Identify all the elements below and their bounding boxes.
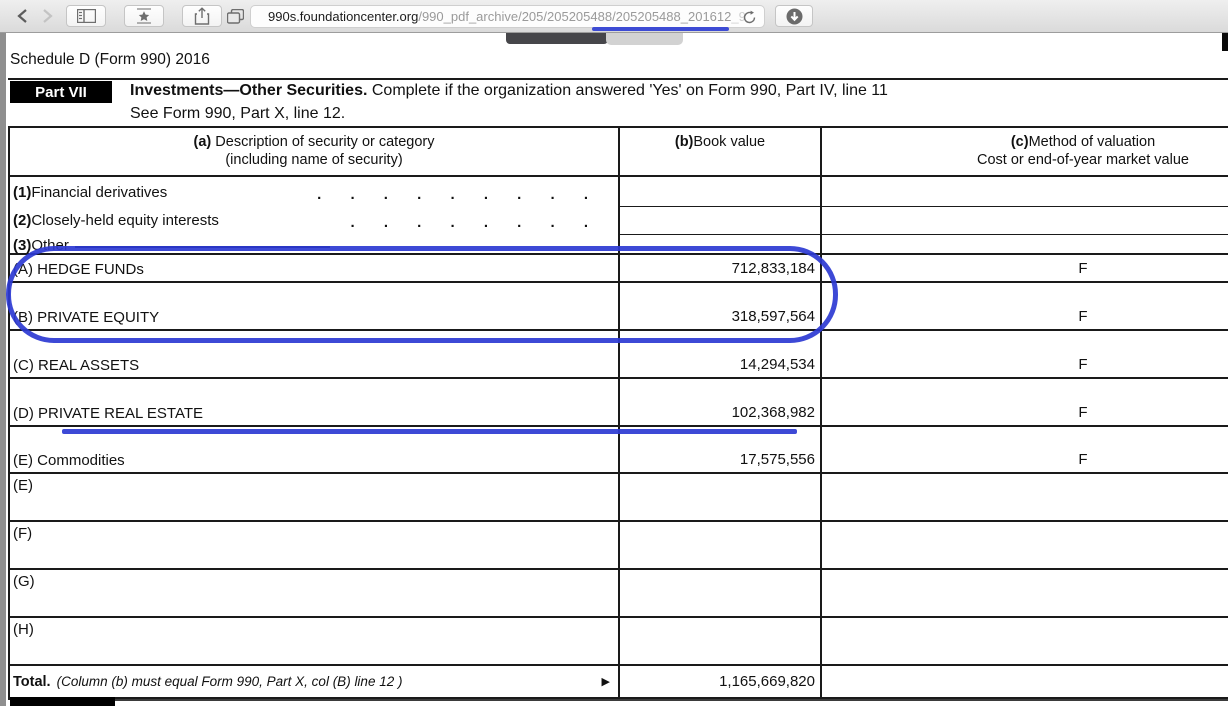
url-domain: 990s.foundationcenter.org [268, 9, 419, 24]
dot-leaders-2: . . . . . . . . [350, 214, 588, 231]
pen-oval-annotation [6, 246, 838, 343]
valuation-method: F [1078, 451, 1088, 468]
part-instructions-line2: See Form 990, Part X, line 12. [130, 105, 346, 122]
book-value: 102,368,982 [731, 404, 815, 421]
download-icon [786, 8, 803, 25]
refresh-icon[interactable] [742, 10, 757, 25]
security-label: (H) [13, 621, 34, 638]
security-label: (C) REAL ASSETS [13, 357, 140, 374]
total-label: Total. [13, 673, 51, 690]
next-part-rule-cutoff [115, 699, 1228, 701]
pdf-page [0, 33, 1228, 706]
pen-url-underline-annotation [592, 27, 729, 31]
book-value: 14,294,534 [739, 356, 815, 373]
line-item-2: (2)Closely-held equity interests [13, 212, 219, 229]
pdf-top-artifact-light [606, 33, 683, 45]
url-path-faded: _9 [731, 9, 746, 24]
url-path: /990_pdf_archive/205/205205488/205205488_201612 [418, 9, 732, 24]
total-row [10, 666, 1228, 700]
col-c-header: (c)Method of valuation Cost or end-of-year market value [977, 134, 1189, 168]
total-note: (Column (b) must equal Form 990, Part X, col (B) line 12 ) [56, 674, 403, 689]
security-label: (A) HEDGE FUNDs [13, 261, 144, 278]
security-label: (F) [13, 525, 33, 542]
valuation-method: F [1078, 260, 1088, 277]
share-icon [194, 7, 210, 25]
part-title: Investments—Other Securities. [130, 82, 368, 99]
share-button[interactable] [182, 5, 222, 27]
valuation-method: F [1078, 356, 1088, 373]
schedule-page-header: Schedule D (Form 990) 2016 [10, 51, 210, 68]
line-item-3: (3)Other [13, 237, 69, 254]
line-item-1: (1)Financial derivatives [13, 184, 168, 201]
pointer-arrow-icon: ▶ [601, 676, 610, 688]
star-icon [135, 8, 153, 24]
table-row-g-blank [10, 570, 1228, 618]
pdf-viewer-margin [0, 33, 6, 706]
investments-table [8, 126, 1228, 700]
security-label: (B) PRIVATE EQUITY [13, 309, 160, 326]
col-a-header: (a) Description of security or category (including name of security) [10, 128, 620, 175]
back-button[interactable] [14, 7, 32, 25]
table-row-d [10, 379, 1228, 427]
form-corner-block [1222, 33, 1228, 51]
next-part-badge-cutoff [10, 697, 115, 706]
table-row-e [10, 427, 1228, 474]
book-value: 17,575,556 [739, 451, 815, 468]
valuation-method: F [1078, 404, 1088, 421]
sidebar-button[interactable] [66, 5, 106, 27]
valuation-method: F [1078, 308, 1088, 325]
part-vii-badge: Part VII [10, 81, 112, 103]
col-b-header: (b)Book value [620, 128, 822, 175]
table-row-e-blank [10, 474, 1228, 522]
pdf-top-artifact-dark [506, 33, 608, 44]
security-label: (E) [13, 477, 33, 494]
forward-button[interactable] [38, 7, 56, 25]
security-label: (D) PRIVATE REAL ESTATE [13, 405, 204, 422]
dot-leaders-1: . . . . . . . . . [317, 186, 588, 203]
url-address-bar[interactable] [250, 5, 765, 28]
book-value: 712,833,184 [731, 260, 815, 277]
table-row-h-blank [10, 618, 1228, 666]
part-title-line [130, 82, 888, 100]
favorites-button[interactable] [124, 5, 164, 27]
pen-underline-annotation [62, 429, 797, 434]
tabs-icon [227, 9, 244, 24]
book-value: 318,597,564 [731, 308, 815, 325]
numbered-line-items [10, 177, 1228, 255]
part-instructions: Complete if the organization answered 'Yes' on Form 990, Part IV, line 11 [371, 82, 888, 99]
table-header-row [10, 126, 1228, 177]
security-label: (E) Commodities [13, 452, 125, 469]
tabs-overview-button[interactable] [224, 5, 246, 27]
downloads-button[interactable] [775, 5, 813, 27]
security-label: (G) [13, 573, 35, 590]
total-book-value: 1,165,669,820 [719, 673, 815, 690]
horizontal-rule [8, 78, 1228, 80]
table-row-f-blank [10, 522, 1228, 570]
sidebar-icon [77, 9, 96, 23]
